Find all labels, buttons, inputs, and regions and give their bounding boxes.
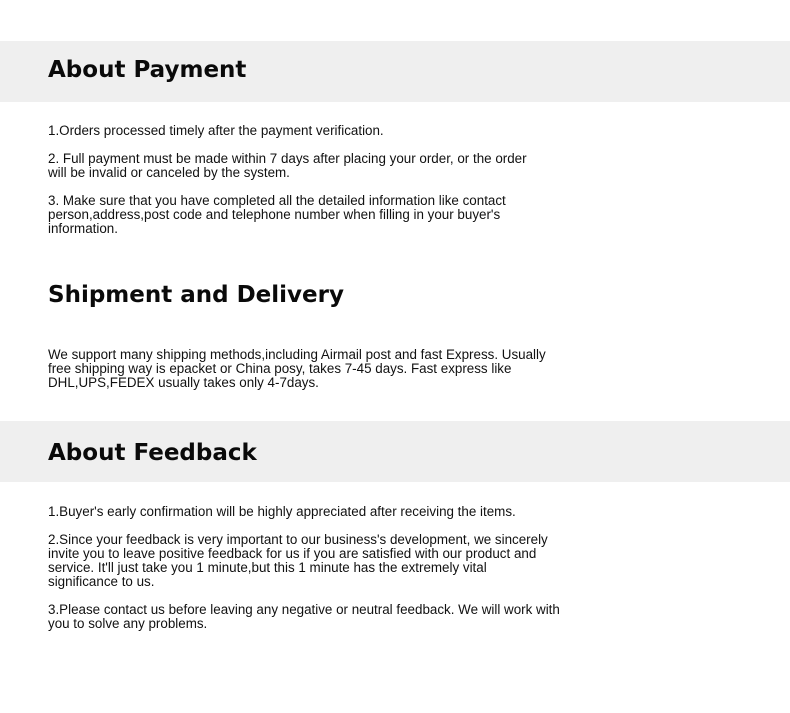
feedback-item-3: 3.Please contact us before leaving any negative or neutral feedback. We will work with you to solve any problems.: [48, 602, 560, 631]
shipment-heading: Shipment and Delivery: [48, 282, 344, 308]
feedback-item-1: 1.Buyer's early confirmation will be highly appreciated after receiving the items.: [48, 504, 516, 519]
feedback-item-2: 2.Since your feedback is very important to our business's development, we sincerely invite you to leave positive feedback for us if you are satisfied with our product and service. It'll just take you 1 minute,but this 1 minute has the extremely vital significance to us.: [48, 532, 548, 589]
payment-item-1: 1.Orders processed timely after the payment verification.: [48, 123, 384, 138]
payment-heading: About Payment: [48, 57, 247, 83]
payment-item-2: 2. Full payment must be made within 7 days after placing your order, or the order will be invalid or canceled by the system.: [48, 151, 527, 180]
payment-item-3: 3. Make sure that you have completed all the detailed information like contact person,address,post code and telephone number when filling in your buyer's information.: [48, 193, 506, 236]
shipment-item-1: We support many shipping methods,including Airmail post and fast Express. Usually free shipping way is epacket or China posy, takes 7-45 days. Fast express like DHL,UPS,FEDEX usually takes only 4-7days.: [48, 347, 546, 390]
feedback-heading: About Feedback: [48, 440, 257, 466]
